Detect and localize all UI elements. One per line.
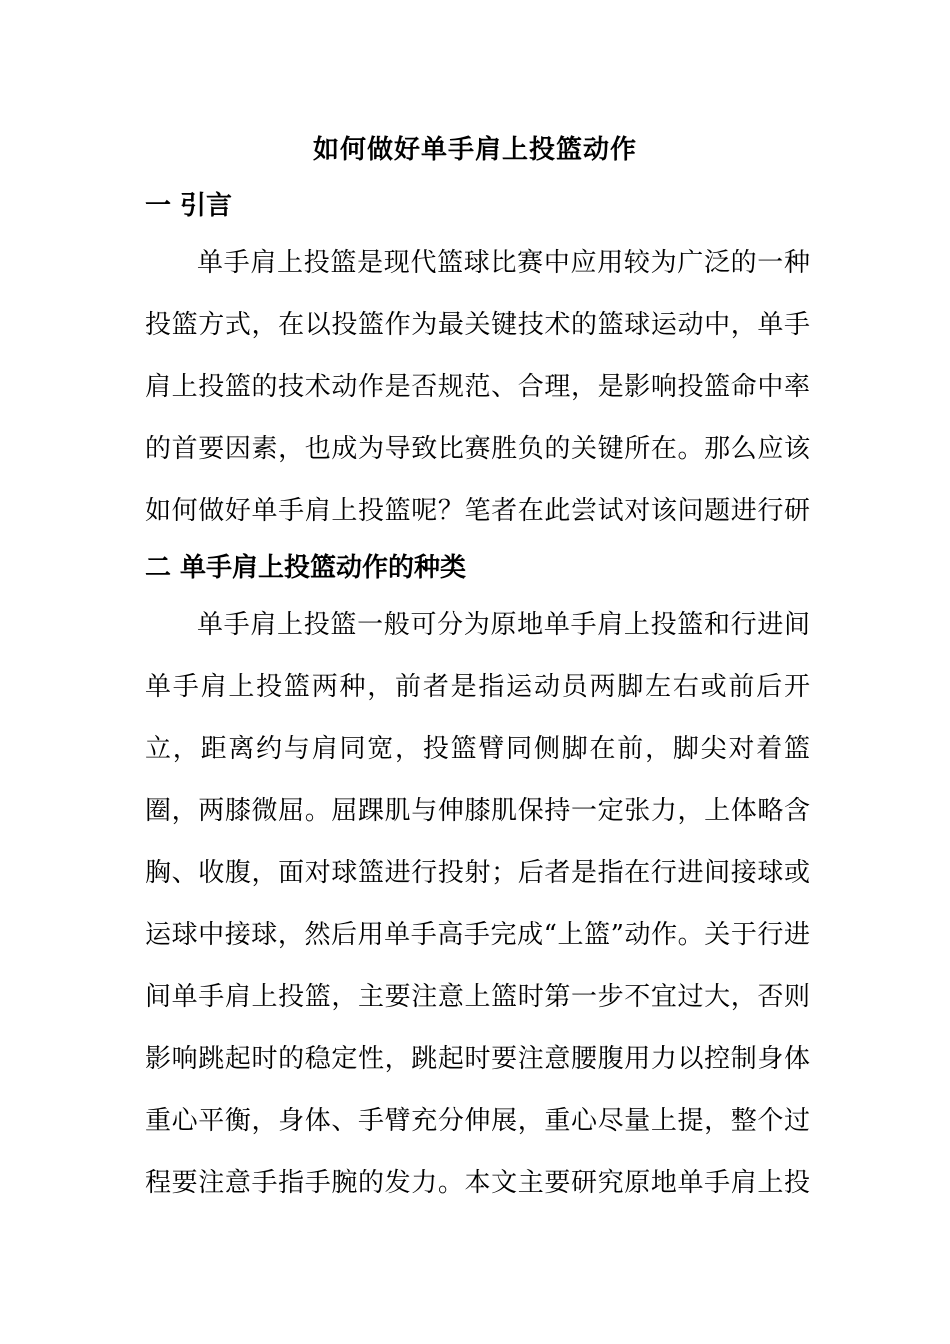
section-heading-introduction: 一 引言	[145, 191, 233, 221]
section-paragraph-shot-types: 单手肩上投篮一般可分为原地单手肩上投篮和行进间单手肩上投篮两种，前者是指运动员两脚左右或前后开立，距离约与肩同宽，投篮臂同侧脚在前，脚尖对着篮圈，两膝微屈。屈踝肌与伸膝肌保持一定张力，上体略含胸、收腹，面对球篮进行投射；后者是指在行进间接球或运球中接球，然后用单手高手完成“上篮”动作。关于行进间单手肩上投篮，主要注意上篮时第一步不宜过大，否则影响跳起时的稳定性，跳起时要注意腰腹用力以控制身体重心平衡，身体、手臂充分伸展，重心尽量上提，整个过程要注意手指手腕的发力。本文主要研究原地单手肩上投	[145, 610, 810, 1198]
document-title: 如何做好单手肩上投篮动作	[312, 135, 637, 165]
section-heading-shot-types: 二 单手肩上投篮动作的种类	[145, 553, 467, 583]
section-paragraph-introduction: 单手肩上投篮是现代篮球比赛中应用较为广泛的一种投篮方式，在以投篮作为最关键技术的篮球运动中，单手肩上投篮的技术动作是否规范、合理，是影响投篮命中率的首要因素，也成为导致比赛胜负的关键所在。那么应该如何做好单手肩上投篮呢？笔者在此尝试对该问题进行研	[145, 248, 810, 526]
